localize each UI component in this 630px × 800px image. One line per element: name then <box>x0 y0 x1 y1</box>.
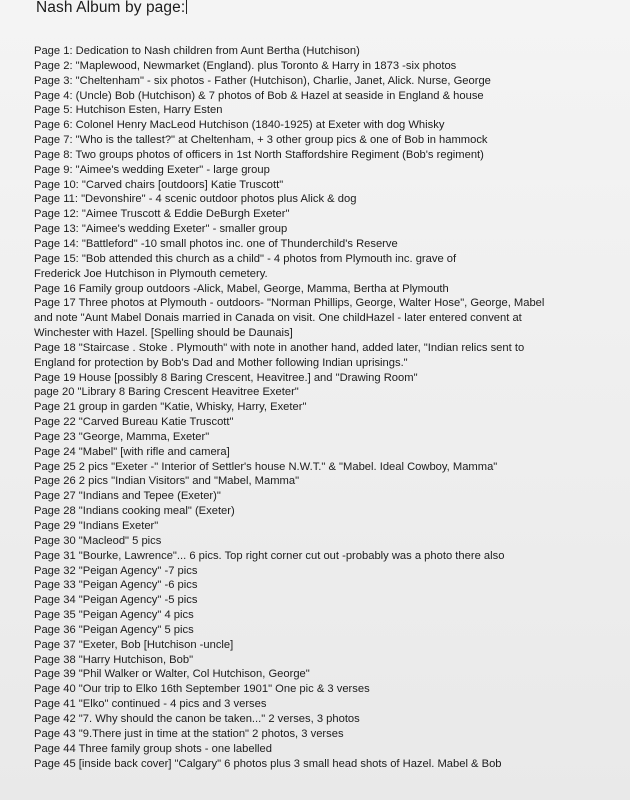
document-line: Page 28 "Indians cooking meal" (Exeter) <box>34 505 235 518</box>
document-line: Page 41 "Elko" continued - 4 pics and 3 verses <box>34 698 267 711</box>
document-line: Page 21 group in garden "Katie, Whisky, Harry, Exeter" <box>34 401 307 414</box>
document-line: Page 34 "Peigan Agency" -5 pics <box>34 594 198 607</box>
document-line: Page 9: "Aimee's wedding Exeter" - large group <box>34 163 270 176</box>
document-line: Page 29 "Indians Exeter" <box>34 520 159 532</box>
document-line: Frederick Joe Hutchison in Plymouth cemetery. <box>34 267 268 280</box>
document-line: Page 39 "Phil Walker or Walter, Col Hutchison, George" <box>34 668 310 681</box>
document-line: Page 11: "Devonshire" - 4 scenic outdoor photos plus Alick & dog <box>34 193 357 206</box>
document-line: Page 12: "Aimee Truscott & Eddie DeBurgh Exeter" <box>34 208 290 221</box>
document-line: Page 6: Colonel Henry MacLeod Hutchison (1840-1925) at Exeter with dog Whisky <box>34 119 445 132</box>
document-line: Page 45 [inside back cover] "Calgary" 6 photos plus 3 small head shots of Hazel. Mabel & Bob <box>34 757 502 770</box>
document-line: Page 27 "Indians and Tepee (Exeter)" <box>34 490 221 503</box>
document-line: Page 40 "Our trip to Elko 16th September 1901" One pic & 3 verses <box>34 683 370 696</box>
document-line: Page 15: "Bob attended this church as a child" - 4 photos from Plymouth inc. grave of <box>34 252 457 265</box>
document-line: Page 5: Hutchison Esten, Harry Esten <box>34 104 223 117</box>
document-line: Page 2: "Maplewood, Newmarket (England). plus Toronto & Harry in 1873 -six photos <box>34 59 457 72</box>
document-line: Page 44 Three family group shots - one labelled <box>34 742 272 755</box>
document-line: Page 14: "Battleford" -10 small photos inc. one of Thunderchild's Reserve <box>34 237 398 250</box>
document-line: Page 7: "Who is the tallest?" at Cheltenham, + 3 other group pics & one of Bob in hammock <box>34 134 488 147</box>
document-body <box>34 44 624 771</box>
text-cursor <box>186 0 187 14</box>
document-line: Page 13: "Aimee's wedding Exeter" - smaller group <box>34 223 288 236</box>
document-line: Page 33 "Peigan Agency" -6 pics <box>34 579 198 592</box>
document-line: Page 4: (Uncle) Bob (Hutchison) & 7 photos of Bob & Hazel at seaside in England & house <box>34 89 484 102</box>
document-line: Page 19 House [possibly 8 Baring Crescent, Heavitree.] and "Drawing Room" <box>34 371 418 384</box>
document-line: Page 32 "Peigan Agency" -7 pics <box>34 564 198 577</box>
document-line: Page 42 "7. Why should the canon be taken..." 2 verses, 3 photos <box>34 712 360 725</box>
document-line: and note "Aunt Mabel Donais married in Canada on visit. One childHazel - later entered convent at <box>34 312 522 325</box>
document-line: Page 24 "Mabel" [with rifle and camera] <box>34 445 230 458</box>
document-title-text: Nash Album by page: <box>36 0 186 16</box>
document-line: Page 3: "Cheltenham" - six photos - Father (Hutchison), Charlie, Janet, Alick. Nurse, George <box>34 74 491 87</box>
document-line: Page 30 "Macleod" 5 pics <box>34 534 162 547</box>
document-line: Page 26 2 pics "Indian Visitors" and "Mabel, Mamma" <box>34 475 300 488</box>
document-title <box>36 0 187 18</box>
document-line: Page 31 "Bourke, Lawrence"... 6 pics. Top right corner cut out -probably was a photo there also <box>34 549 505 562</box>
document-line: Page 43 "9.There just in time at the station" 2 photos, 3 verses <box>34 727 344 740</box>
document-line: Page 25 2 pics "Exeter -" Interior of Settler's house N.W.T." & "Mabel. Ideal Cowboy, Mamma" <box>34 460 498 473</box>
document-line: Page 10: "Carved chairs [outdoors] Katie Truscott" <box>34 178 284 191</box>
document-line: Page 22 "Carved Bureau Katie Truscott" <box>34 416 234 429</box>
document-line: Page 1: Dedication to Nash children from Aunt Bertha (Hutchison) <box>34 45 360 57</box>
document-line: Page 8: Two groups photos of officers in 1st North Staffordshire Regiment (Bob's regiment) <box>34 148 484 161</box>
document-line: Page 37 "Exeter, Bob [Hutchison -uncle] <box>34 638 234 651</box>
document-line: Winchester with Hazel. [Spelling should be Daunais] <box>34 327 293 340</box>
document-line: Page 18 "Staircase . Stoke . Plymouth" with note in another hand, added later, "Indian relics sent to <box>34 341 525 354</box>
document-line: Page 36 "Peigan Agency" 5 pics <box>34 623 194 636</box>
document-line: England for protection by Bob's Dad and Mother following Indian uprisings." <box>34 356 408 369</box>
document-line: Page 17 Three photos at Plymouth - outdoors- "Norman Phillips, George, Walter Hose", George, Mabel <box>34 297 545 310</box>
document-line: page 20 "Library 8 Baring Crescent Heavitree Exeter" <box>34 386 299 399</box>
document-line: Page 23 "George, Mamma, Exeter" <box>34 430 210 443</box>
document-line: Page 35 "Peigan Agency" 4 pics <box>34 609 194 622</box>
document-line: Page 16 Family group outdoors -Alick, Mabel, George, Mamma, Bertha at Plymouth <box>34 282 449 295</box>
document-line: Page 38 "Harry Hutchison, Bob" <box>34 653 194 666</box>
